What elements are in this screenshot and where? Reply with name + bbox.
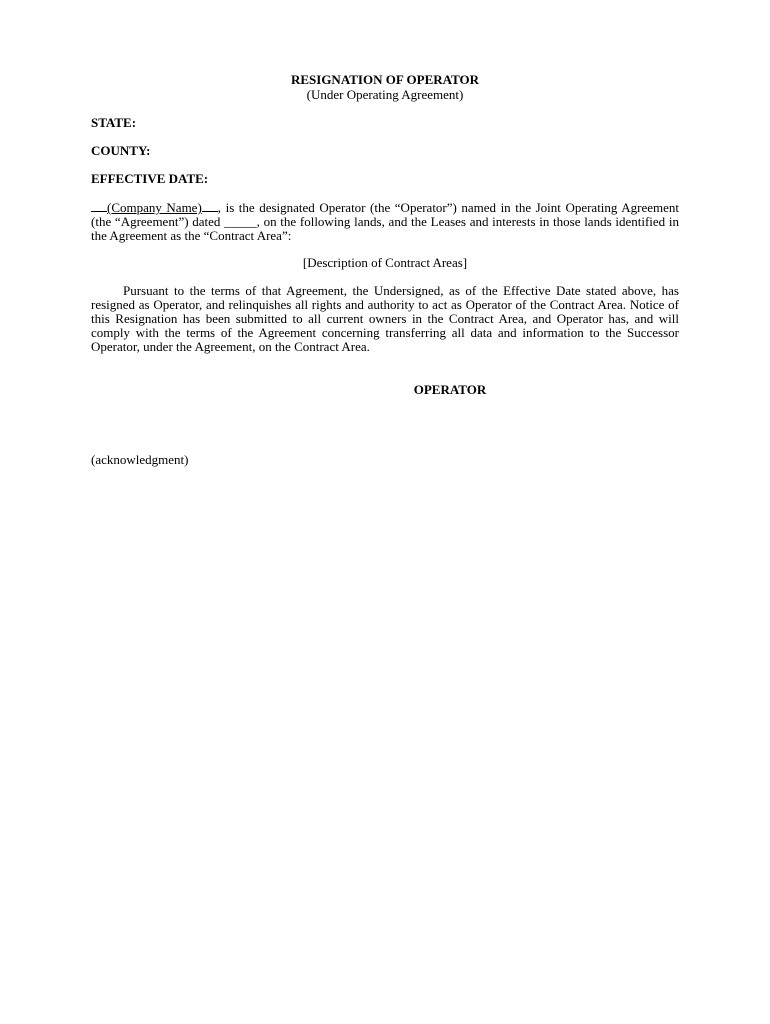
contract-area-description: [Description of Contract Areas] (302, 255, 468, 270)
county-label: COUNTY: (91, 143, 151, 158)
resignation-paragraph: Pursuant to the terms of that Agreement, the Undersigned, as of the Effective Date stated above, has resigned as Operator, and relinquishes all rights and authority to act as Operator of the Contract Area. Notice of this Resignation has been submitted to all current owners in the Contract Area, and Operator has, and will comply with the terms of the Agreement concerning transferring all data and information to the Successor Operator, under the Agreement, on the Contract Area. (91, 283, 679, 354)
document-title: RESIGNATION OF OPERATOR (290, 72, 480, 87)
effective-date-label: EFFECTIVE DATE: (91, 171, 209, 186)
leading-underline (91, 200, 107, 212)
operator-signature-label: OPERATOR (413, 382, 487, 397)
company-name-placeholder: (Company Name) (107, 200, 202, 215)
acknowledgment-label: (acknowledgment) (91, 452, 189, 467)
trailing-underline (202, 200, 218, 212)
designation-paragraph (91, 200, 679, 243)
designation-text: , is the designated Operator (the “Operator”) named in the Joint Operating Agreement (the “Agreement”) dated _____, on the following lands, and the Leases and interests in those lands identified in the Agreement as the “Contract Area”: (91, 200, 679, 243)
document-subtitle: (Under Operating Agreement) (306, 87, 464, 102)
state-label: STATE: (91, 115, 137, 130)
